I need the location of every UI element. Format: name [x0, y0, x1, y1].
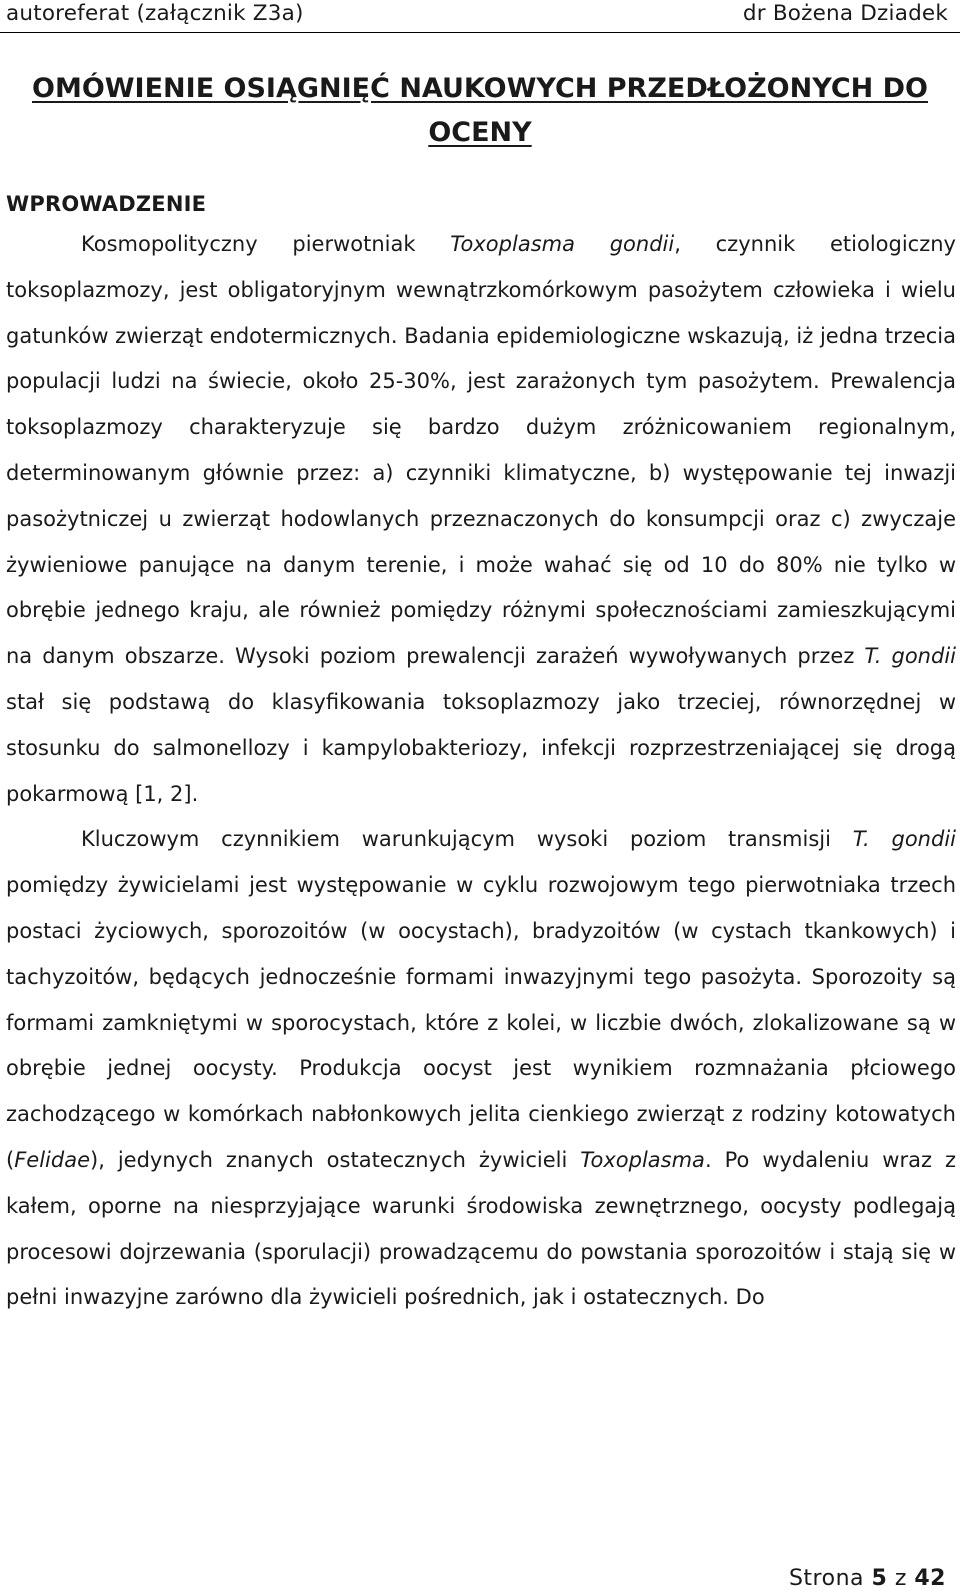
footer-page-number: 5	[871, 1566, 888, 1591]
text-run: stał się podstawą do klasyfikowania toksoplazmozy jako trzeciej, równorzędnej w stosunku do salmonellozy i kampylobakteriozy, infekcji rozprzestrzeniającej się drogą pokarmową [1, 2].	[6, 689, 956, 806]
italic-text: Toxoplasma	[580, 1147, 705, 1172]
text-run: ), jedynych znanych ostatecznych żywicieli	[90, 1147, 581, 1172]
body-text	[6, 222, 956, 1321]
text-run: , czynnik etiologiczny toksoplazmozy, jest obligatoryjnym wewnątrzkomórkowym pasożytem człowieka i wielu gatunków zwierząt endotermicznych. Badania epidemiologiczne wskazują, iż jedna trzecia populacji ludzi na świecie, około 25-30%, jest zarażonych tym pasożytem. Prewalencja toksoplazmozy charakteryzuje się bardzo dużym zróżnicowaniem regionalnym, determinowanym głównie przez: a) czynniki klimatyczne, b) występowanie tej inwazji pasożytniczej u zwierząt hodowlanych przeznaczonych do konsumpcji oraz c) zwyczaje żywieniowe panujące na danym terenie, i może wahać się od 10 do 80% nie tylko w obrębie jednego kraju, ale również pomiędzy różnymi społecznościami zamieszkującymi na danym obszarze. Wysoki poziom prewalencji zarażeń wywoływanych przez	[6, 232, 956, 669]
italic-text: T. gondii	[864, 644, 956, 669]
header-document-type: autoreferat (załącznik Z3a)	[6, 1, 304, 26]
italic-text: T. gondii	[852, 827, 956, 852]
italic-text: Toxoplasma gondii	[450, 232, 675, 256]
text-run: Kosmopolityczny pierwotniak	[81, 232, 451, 256]
footer-label: Strona	[788, 1566, 864, 1591]
paragraph-2	[6, 817, 956, 1321]
footer-separator: z	[894, 1566, 907, 1591]
footer-total-pages: 42	[914, 1566, 946, 1591]
text-run: . Po wydaleniu wraz z kałem, oporne na niesprzyjające warunki środowiska zewnętrznego, oocysty podlegają procesowi dojrzewania (sporulacji) prowadzącemu do powstania sporozoitów i stają się w pełni inwazyjne zarówno dla żywicieli pośrednich, jak i ostatecznych. Do	[6, 1147, 956, 1310]
page-header	[0, 0, 960, 33]
document-title: OMÓWIENIE OSIĄGNIĘĆ NAUKOWYCH PRZEDŁOŻONYCH DO OCENY	[32, 73, 928, 148]
text-run: pomiędzy żywicielami jest występowanie w cyklu rozwojowym tego pierwotniaka trzech postaci życiowych, sporozoitów (w oocystach), bradyzoitów (w cystach tkankowych) i tachyzoitów, będących jednocześnie formami inwazyjnymi tego pasożyta. Sporozoity są formami zamkniętymi w sporocystach, które z kolei, w liczbie dwóch, zlokalizowane są w obrębie jednej oocysty. Produkcja oocyst jest wynikiem rozmnażania płciowego zachodzącego w komórkach nabłonkowych jelita cienkiego zwierząt z rodziny kotowatych (	[6, 873, 956, 1172]
header-author: dr Bożena Dziadek	[742, 1, 948, 26]
page-footer	[789, 1566, 946, 1591]
section-heading: WPROWADZENIE	[6, 192, 207, 216]
text-run: Kluczowym czynnikiem warunkującym wysoki poziom transmisji	[81, 827, 853, 852]
paragraph-1	[6, 222, 956, 817]
italic-text: Felidae	[14, 1147, 90, 1172]
